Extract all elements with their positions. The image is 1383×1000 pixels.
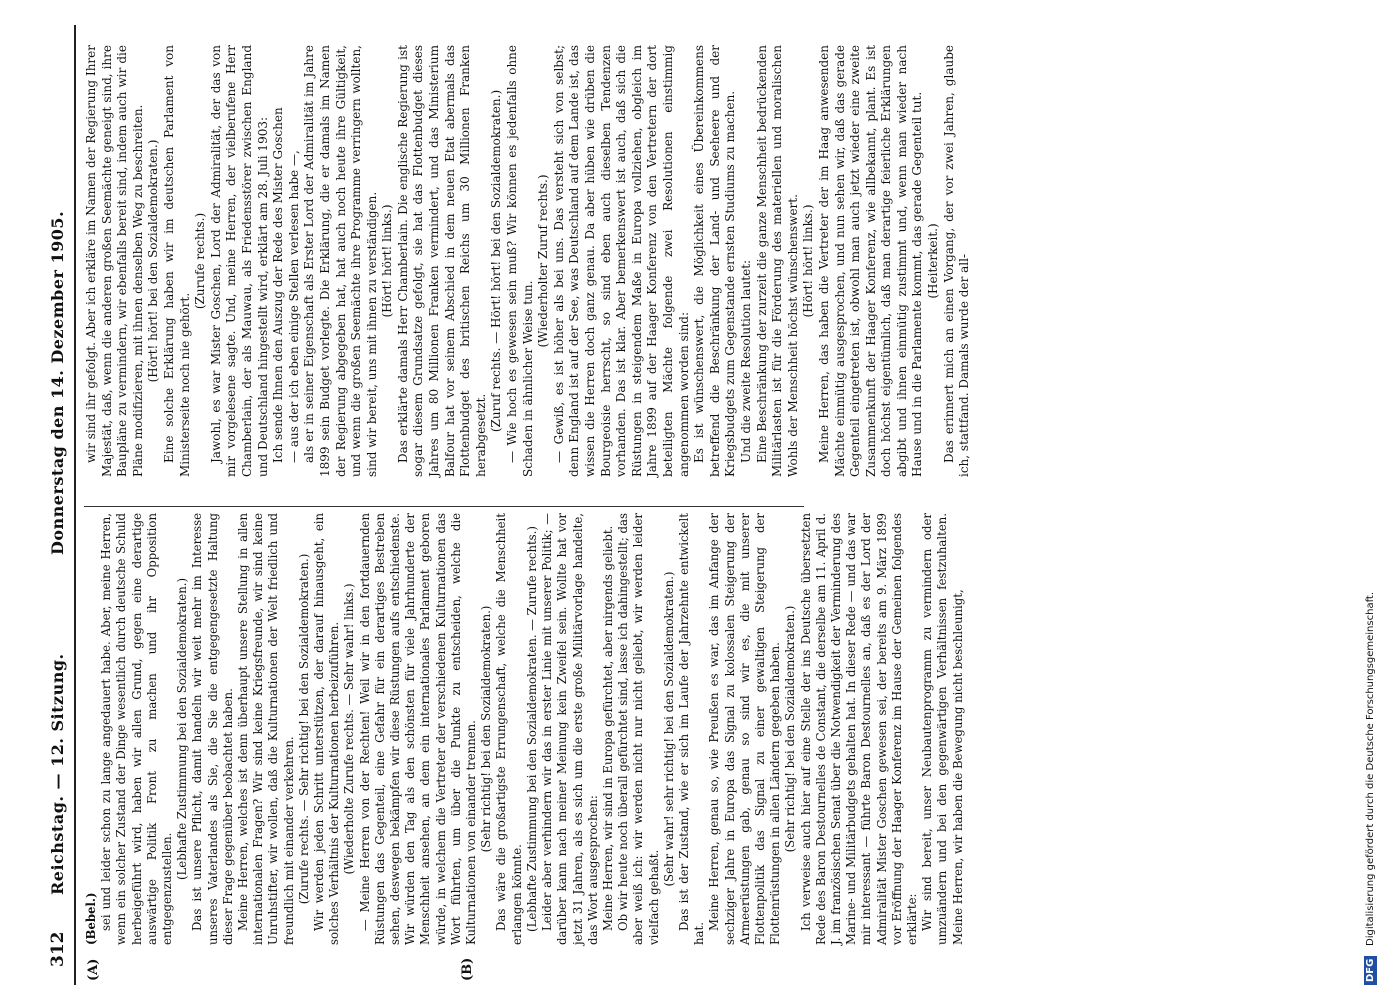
right-paragraph: Das erklärte damals Herr Chamberlain. Die englische Regierung ist sogar diesem Grundsatze gefolgt, sie hat das Flottenbudget dieses Jahres um 80 Millionen Franken vermindert, und das Ministerium Balfour hat vor seinem Abschied in dem neuen Etat abermals das Flottenbudget des britischen Reichs um 30 Millionen Franken herabgesetzt. bbox=[395, 45, 488, 477]
header-session: Reichstag. — 12. Sitzung. bbox=[48, 653, 67, 895]
left-paragraph: Leider aber verhindern wir das in erster Linie mit unserer Politik; — darüber kann nach meiner Meinung kein Zweifel sein. Wollte hat vor jetzt 31 Jahren, als es sich um die erste große Militärvorlage handelte, das Wort ausgesprochen: bbox=[540, 513, 600, 945]
left-column bbox=[84, 513, 966, 945]
speaker-name: (Bebel.) bbox=[84, 892, 98, 945]
left-paragraphs bbox=[99, 513, 966, 945]
left-paragraph: (Sehr richtig! bei den Sozialdemokraten.) bbox=[479, 605, 494, 853]
right-paragraphs bbox=[84, 45, 973, 477]
left-paragraph: Meine Herren, welches ist denn überhaupt unsere Stellung in allen internationalen Fragen? Wir sind keine Kriegsfreunde, wir sind keine Unruhstifter, wir wollen, daß die Kulturnationen der Welt friedlich und freundlich mit einander verkehren. bbox=[236, 513, 296, 945]
left-paragraph: Wir werden jeden Schritt unterstützen, der darauf hinausgeht, ein solches Verhältnis der Kulturnationen herbeizuführen. bbox=[312, 513, 342, 945]
left-paragraph: Ob wir heute noch überall gefürchtet sind, lasse ich dahingestellt; das aber weiß ich: wir werden nicht nur nicht geliebt, wir werden leider vielfach gehaßt. bbox=[616, 513, 661, 945]
left-paragraph: — Meine Herren von der Rechten! Weil wir in den fortdauernden Rüstungen das Gegenteil, eine Gefahr für ein derartiges Bestreben sehen, deswegen bekämpfen wir diese Rüstungen aufs entschiedenste. Wir würden den Tag als den schönsten für viele Jahrhunderte der Menschheit ansehen, an dem ein internationales Parlament geboren würde, in welchem die Vertreter der verschiedenen Kulturnationen das Wort führten, um über die Punkte zu entscheiden, welche die Kulturnationen von einander trennen. bbox=[357, 513, 479, 945]
left-paragraph: (Sehr wahr! sehr richtig! bei den Sozialdemokraten.) bbox=[661, 571, 676, 887]
right-paragraph: — Gewiß, es ist höher als bei uns. Das versteht sich von selbst; denn England ist auf der See, was Deutschland auf dem Lande ist, das wissen die Herren doch ganz genau. Da aber hüben wie drüben die Bourgeoisie herrscht, so sind eben auch dieselben Tendenzen vorhanden. Das ist klar. Aber bemerkenswert ist auch, daß sich die Rüstungen in steigendem Maße in Europa vollziehen, obgleich im Jahre 1899 auf der Haager Konferenz von den Vertretern der dort beteiligten Mächte folgende zwei Resolutionen einstimmig angenommen worden sind: bbox=[551, 45, 691, 477]
right-paragraph: wir sind ihr gefolgt. Aber ich erkläre im Namen der Regierung Ihrer Majestät, daß, wenn die anderen großen Seemächte geneigt sind, ihre Baupläne zu vermindern, wir ebenfalls bereit sind, indem auch wir die Pläne modifizieren, mit ihnen denselben Weg zu beschreiten. bbox=[84, 45, 145, 477]
left-paragraph: Meine Herren, genau so, wie Preußen es war, das im Anfange der sechziger Jahre in Europa das Signal zu kolossalen Steigerung der Armeerüstungen gab, genau so sind wir es, die mit unserer Flottenpolitik das Signal zu einer gewaltigen Steigerung der Flottenrüstungen in allen Ländern gegeben haben. bbox=[707, 513, 783, 945]
right-paragraph: Eine solche Erklärung haben wir im deutschen Parlament von Ministerseite noch nie gehört. bbox=[161, 45, 192, 477]
right-paragraph: Und die zweite Resolution lautet: bbox=[738, 259, 753, 463]
right-paragraph: Es ist wünschenswert, die Möglichkeit eines Übereinkommens betreffend die Beschränkung der Land- und Seeheere und der Kriegsbudgets zum Gegenstande ernsten Studiums zu machen. bbox=[692, 45, 738, 477]
left-paragraph: sei und leider schon zu lange angedauert habe. Aber, meine Herren, wenn ein solcher Zustand der Dinge wesentlich durch deutsche Schuld herbeigeführt wird, haben wir allen Grund, gegen eine derartige auswärtige Politik Front zu machen und ihr Opposition entgegenzustellen. bbox=[99, 513, 175, 945]
side-imprint bbox=[1362, 0, 1382, 990]
right-paragraph: Jawohl, es war Mister Goschen, Lord der Admiralität, der das von mir vorgelesene sagte. Und, meine Herren, der vielberufene Herr Chamberlain, der als Mauwau, als Friedensstörer zwischen England und Deutschland hingestellt wird, erklärt am 28. Juli 1903: bbox=[208, 45, 270, 477]
left-paragraph: (Lebhafte Zustimmung bei den Sozialdemokraten. — Zurufe rechts.) bbox=[524, 526, 539, 932]
rotated-page bbox=[40, 25, 1340, 985]
right-paragraph: — aus der ich eben einige Stellen verlesen habe —, bbox=[286, 150, 301, 463]
right-column bbox=[84, 45, 973, 477]
left-paragraph: (Wiederholte Zurufe rechts. — Sehr wahr! links.) bbox=[342, 583, 357, 875]
left-paragraph: Ich verweise auch hier auf eine Stelle der ins Deutsche übersetzten Rede des Baron Destournelles de Constant, die derselbe am 11. April d. J. im französischen Senat über die Notwendigkeit der Verminderung des Marine- und Militärbudgets gehalten hat. In dieser Rede — und das war mir interessant — führte Baron Destournelles an, daß es der Lord der Admiralität Mister Goschen gewesen sei, der bereits am 9. März 1899 vor Eröffnung der Haager Konferenz im Hause der Gemeinen folgendes erklärte: bbox=[798, 513, 919, 945]
right-paragraph: (Wiederholter Zuruf rechts.) bbox=[536, 174, 551, 348]
right-paragraph: Das erinnert mich an einen Vorgang, der vor zwei Jahren, glaube ich, stattfand. Damals wurde der all- bbox=[941, 45, 972, 477]
margin-marker-b: (B) bbox=[460, 957, 475, 981]
right-paragraph: Meine Herren, das haben die Vertreter der im Haag anwesenden Mächte einmütig ausgesprochen, und nun sehen wir, daß das gerade Gegenteil eingetreten ist, obwohl man auch jetzt wieder eine zweite Zusammenkunft der Haager Konferenz, wie allbekannt, plant. Es ist doch höchst eigentümlich, daß man derartige feierliche Erklärungen abgibt und ihnen einmütig zustimmt und, wenn man wieder nach Hause und in die Parlamente kommt, das gerade Gegenteil tut. bbox=[816, 45, 925, 477]
left-paragraph: Das wäre die großartigste Errungenschaft, welche die Menschheit erlangen könnte. bbox=[494, 513, 524, 945]
column-divider bbox=[84, 506, 804, 507]
digitization-note: Digitalisierung gefördert durch die Deutsche Forschungsgemeinschaft. bbox=[1365, 591, 1376, 946]
left-paragraph: (Sehr richtig! bei den Sozialdemokraten.) bbox=[783, 605, 798, 853]
right-paragraph: (Zurufe rechts.) bbox=[193, 212, 208, 310]
right-paragraph: (Hört! hört! links.) bbox=[380, 204, 395, 318]
left-paragraph: (Zurufe rechts. — Sehr richtig! bei den Sozialdemokraten.) bbox=[296, 553, 311, 905]
margin-marker-a: (A) bbox=[86, 958, 101, 981]
left-paragraph: Wir sind bereit, unser Neubautenprogramm zu vermindern oder umzuändern und bei den gegenwärtigen Verhältnissen festzuhalten. Meine Herren, wir haben die Bewegung nicht beschleunigt, bbox=[920, 513, 965, 945]
right-paragraph: (Hört! hört! bei den Sozialdemokraten.) bbox=[146, 139, 161, 383]
right-paragraph: (Zuruf rechts. — Hört! hört! bei den Sozialdemokraten.) bbox=[489, 89, 504, 433]
speaker-label bbox=[84, 513, 99, 945]
header-date: Donnerstag den 14. Dezember 1905. bbox=[48, 210, 67, 555]
page-header bbox=[40, 25, 76, 985]
right-paragraph: Eine Beschränkung der zurzeit die ganze Menschheit bedrückenden Militärlasten ist für die Förderung des materiellen und moralischen Wohls der Menschheit höchst wünschenswert. bbox=[754, 45, 800, 477]
dfg-logo: DFG bbox=[1364, 956, 1377, 985]
left-paragraph: (Lebhafte Zustimmung bei den Sozialdemokraten.) bbox=[175, 577, 190, 881]
right-paragraph: — Wie hoch es gewesen sein muß? Wir können es jedenfalls ohne Schaden in ähnlicher Weise tun. bbox=[505, 45, 535, 477]
right-paragraph: (Heiterkeit.) bbox=[926, 223, 941, 299]
left-paragraph: Meine Herren, wir sind in Europa gefürchtet, aber nirgends geliebt. bbox=[600, 525, 615, 931]
left-paragraph: Das ist der Zustand, wie er sich im Laufe der Jahrzehnte entwickelt hat. bbox=[676, 513, 707, 945]
right-paragraph: (Hört! hört! links.) bbox=[801, 204, 816, 318]
left-paragraph: Das ist unsere Pflicht, damit handeln wir weit mehr im Interesse unseres Vaterlandes als Sie, die Sie die entgegengesetzte Haltung dieser Frage gegenüber beobachtet haben. bbox=[190, 513, 235, 945]
right-paragraph: als er in seiner Eigenschaft als Erster Lord der Admiralität im Jahre 1899 sein Budget vorlegte. Die Erklärung, die er damals im Namen der Regierung abgegeben hat, hat auch noch heute ihre Gültigkeit, und wenn die großen Seemächte ihre Programme verringern wollten, sind wir bereit, uns mit ihnen zu verständigen. bbox=[302, 45, 379, 477]
page-number: 312 bbox=[48, 931, 68, 967]
right-paragraph: Ich sende Ihnen den Auszug der Rede des Mister Goschen bbox=[271, 107, 286, 463]
